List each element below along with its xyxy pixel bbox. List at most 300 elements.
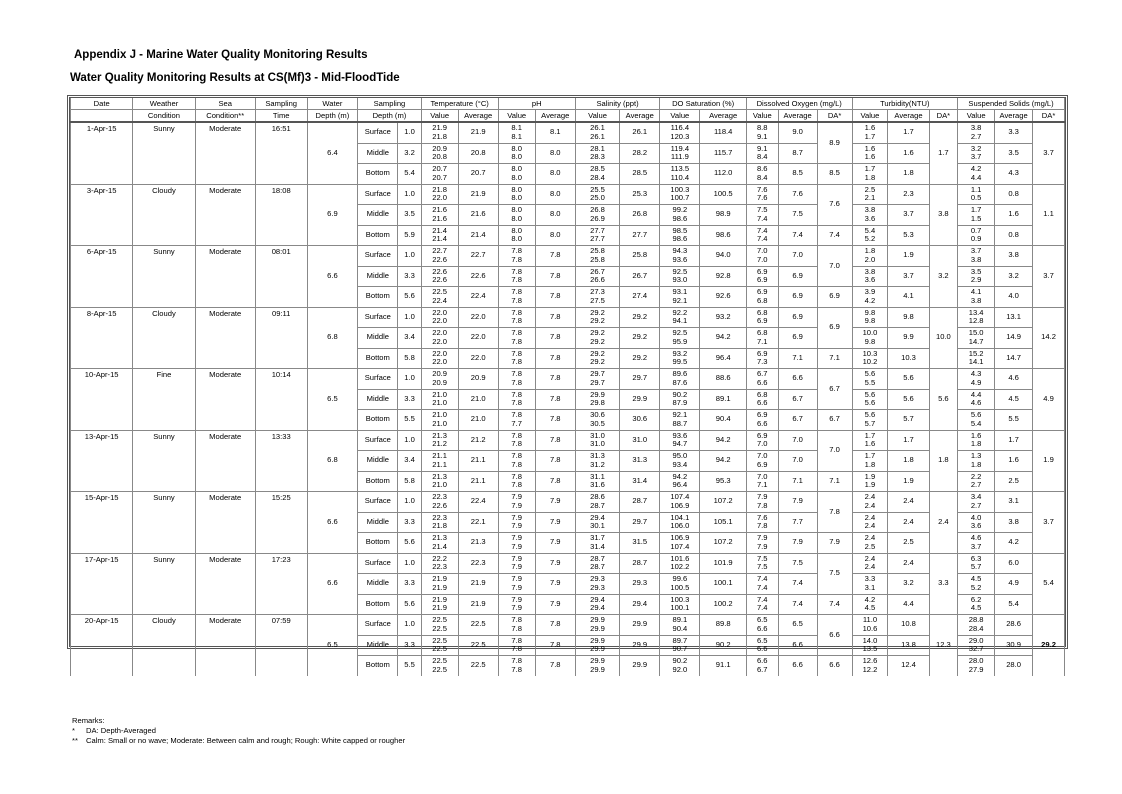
temperature-values (421, 184, 458, 205)
ss-values (958, 615, 995, 636)
temperature-values-reading: 21.9 (432, 123, 447, 133)
do-saturation-values (660, 574, 700, 595)
temperature-values-reading: 22.7 (432, 246, 447, 256)
temperature-values-reading: 21.0 (432, 410, 447, 420)
turbidity-values-reading: 5.4 (864, 225, 876, 235)
turbidity-values-reading: 2.5 (864, 184, 876, 194)
temperature-values-reading: 21.0 (432, 389, 447, 399)
do-saturation-average: 100.1 (700, 574, 746, 595)
salinity-values-reading: 25.0 (590, 193, 605, 203)
do-saturation-values (660, 307, 700, 328)
ss-depth-averaged: 14.2 (1033, 307, 1065, 369)
salinity-values-reading: 29.4 (590, 594, 605, 604)
level-depth-cell: 3.5 (398, 205, 421, 226)
temperature-values (421, 143, 458, 164)
do-values-reading: 9.1 (756, 131, 768, 141)
water-depth-cell: 6.8 (307, 307, 358, 369)
ss-values-reading: 4.1 (970, 287, 982, 297)
temperature-values-reading: 22.0 (432, 348, 447, 358)
do-saturation-values-reading: 95.0 (672, 451, 688, 461)
do-average: 6.9 (778, 266, 817, 287)
do-values (746, 287, 778, 308)
ph-values-reading: 7.8 (511, 439, 522, 449)
do-values (746, 143, 778, 164)
header-water-depth: Water (307, 98, 358, 110)
ph-values-reading: 7.8 (511, 644, 522, 654)
ss-values (958, 225, 995, 246)
salinity-values-reading: 26.6 (590, 275, 605, 285)
ph-average: 8.0 (535, 205, 575, 226)
turbidity-values-reading: 2.0 (864, 254, 876, 264)
do-saturation-values-reading: 92.1 (672, 295, 688, 305)
temperature-values-reading: 22.3 (432, 492, 447, 502)
temperature-values-reading: 21.9 (432, 603, 447, 613)
do-values (746, 266, 778, 287)
do-values-reading: 6.8 (756, 307, 768, 317)
ss-values-reading: 4.5 (970, 574, 982, 584)
do-saturation-average: 105.1 (700, 512, 746, 533)
temperature-values-reading: 21.0 (432, 418, 447, 428)
ph-values-reading: 7.8 (511, 664, 522, 674)
ph-values-reading: 8.0 (511, 205, 522, 215)
header-da: DA* (1033, 110, 1065, 123)
temperature-values-reading: 21.4 (432, 234, 447, 244)
do-average: 7.1 (778, 471, 817, 492)
do-saturation-average: 96.4 (700, 348, 746, 369)
salinity-average: 28.7 (620, 553, 660, 574)
level-name-cell: Bottom (358, 594, 398, 615)
salinity-values-reading: 25.8 (590, 254, 605, 264)
salinity-values (575, 615, 619, 636)
turbidity-depth-averaged: 1.8 (929, 430, 958, 492)
temperature-average: 21.9 (458, 574, 498, 595)
do-saturation-average: 92.8 (700, 266, 746, 287)
turbidity-average: 9.8 (888, 307, 929, 328)
ss-values (958, 369, 995, 390)
ss-average: 0.8 (995, 184, 1033, 205)
level-depth-cell: 1.0 (398, 492, 421, 513)
ss-values-reading: 4.5 (970, 603, 982, 613)
ph-values (498, 410, 535, 431)
salinity-values (575, 225, 619, 246)
ss-average: 28.6 (995, 615, 1033, 636)
level-depth-cell: 5.8 (398, 348, 421, 369)
do-saturation-values-reading: 111.9 (670, 152, 689, 162)
ss-values-reading: 3.8 (970, 254, 982, 264)
header-sea: Sea (195, 98, 255, 110)
header-value: Value (660, 110, 700, 123)
ss-values (958, 266, 995, 287)
ph-average: 8.0 (535, 225, 575, 246)
ss-values-reading: 29.0 (968, 635, 984, 645)
ph-values-reading: 7.9 (511, 553, 522, 563)
turbidity-values-reading: 5.6 (864, 398, 876, 408)
level-name-cell: Bottom (358, 471, 398, 492)
do-values-reading: 6.5 (756, 615, 768, 625)
turbidity-values-reading: 1.7 (864, 430, 876, 440)
salinity-values-reading: 29.8 (590, 398, 605, 408)
turbidity-values-reading: 5.7 (864, 418, 876, 428)
turbidity-values-reading: 10.0 (862, 328, 878, 338)
ss-average: 4.5 (995, 389, 1033, 410)
do-saturation-values (660, 430, 700, 451)
temperature-values (421, 594, 458, 615)
do-saturation-values-reading: 107.4 (670, 492, 690, 502)
time-cell: 09:11 (255, 307, 307, 369)
do-bottom-value: 7.9 (817, 533, 852, 554)
do-values-reading: 6.5 (756, 635, 768, 645)
ph-values (498, 205, 535, 226)
ph-values (498, 430, 535, 451)
do-saturation-values-reading: 102.2 (670, 562, 690, 572)
do-depth-averaged: 7.6 (817, 184, 852, 225)
salinity-values-reading: 28.1 (590, 143, 605, 153)
ph-values (498, 615, 535, 636)
level-name-cell: Middle (358, 266, 398, 287)
ss-values-reading: 15.2 (968, 348, 984, 358)
sea-cell: Moderate (195, 122, 255, 184)
turbidity-values-reading: 9.8 (864, 336, 876, 346)
do-saturation-average: 107.2 (700, 492, 746, 513)
temperature-values-reading: 22.6 (432, 266, 447, 276)
ph-values-reading: 7.9 (511, 492, 522, 502)
temperature-average: 22.4 (458, 287, 498, 308)
time-cell: 07:59 (255, 615, 307, 676)
do-values-reading: 6.9 (756, 410, 768, 420)
do-values-reading: 7.4 (756, 594, 768, 604)
turbidity-values-reading: 14.0 (862, 635, 878, 645)
ss-values-reading: 2.7 (970, 131, 982, 141)
ph-average: 7.9 (535, 533, 575, 554)
do-saturation-values-reading: 89.6 (672, 369, 688, 379)
ph-average: 7.8 (535, 451, 575, 472)
temperature-values (421, 205, 458, 226)
turbidity-values-reading: 1.7 (864, 164, 876, 174)
do-average: 6.7 (778, 389, 817, 410)
do-saturation-values-reading: 99.6 (672, 574, 688, 584)
header-dissolved-oxygen: Dissolved Oxygen (mg/L) (746, 98, 852, 110)
header-sea-sub: Condition** (195, 110, 255, 123)
ss-values (958, 389, 995, 410)
do-bottom-value: 7.1 (817, 348, 852, 369)
ss-average: 3.8 (995, 512, 1033, 533)
header-average: Average (995, 110, 1033, 123)
ph-average: 8.0 (535, 184, 575, 205)
results-table-frame (67, 95, 1068, 674)
do-saturation-values-reading: 93.4 (672, 459, 688, 469)
do-saturation-values (660, 656, 700, 676)
turbidity-values-reading: 2.5 (864, 541, 876, 551)
do-saturation-values-reading: 94.1 (672, 316, 688, 326)
do-values-reading: 7.0 (756, 471, 768, 481)
do-values-reading: 7.4 (756, 225, 768, 235)
date-cell: 13-Apr-15 (71, 430, 133, 492)
do-saturation-values-reading: 93.1 (672, 287, 688, 297)
do-saturation-values-reading: 110.4 (670, 172, 690, 182)
salinity-values-reading: 31.0 (590, 439, 605, 449)
do-average: 7.0 (778, 451, 817, 472)
do-bottom-value: 6.9 (817, 287, 852, 308)
do-values (746, 430, 778, 451)
salinity-average: 28.7 (620, 492, 660, 513)
salinity-average: 31.0 (620, 430, 660, 451)
temperature-values (421, 307, 458, 328)
do-values-reading: 7.4 (756, 582, 768, 592)
do-bottom-value: 8.5 (817, 164, 852, 185)
turbidity-average: 3.2 (888, 574, 929, 595)
salinity-values (575, 184, 619, 205)
ss-values-reading: 4.0 (970, 512, 982, 522)
salinity-values-reading: 27.7 (590, 234, 605, 244)
turbidity-values-reading: 2.4 (864, 553, 876, 563)
ph-values-reading: 7.9 (511, 594, 522, 604)
level-depth-cell: 3.4 (398, 328, 421, 349)
ss-values (958, 410, 995, 431)
temperature-values-reading: 21.9 (432, 582, 447, 592)
sea-cell: Moderate (195, 307, 255, 369)
ss-average: 1.6 (995, 451, 1033, 472)
salinity-average: 29.2 (620, 348, 660, 369)
turbidity-values (852, 451, 888, 472)
ss-average: 3.3 (995, 122, 1033, 143)
table-row (71, 307, 1065, 328)
level-depth-cell: 3.2 (398, 143, 421, 164)
do-values (746, 328, 778, 349)
level-depth-cell: 1.0 (398, 430, 421, 451)
ss-average: 14.7 (995, 348, 1033, 369)
temperature-average: 21.0 (458, 389, 498, 410)
do-average: 6.9 (778, 287, 817, 308)
temperature-values-reading: 22.5 (432, 644, 447, 654)
ss-average: 3.2 (995, 266, 1033, 287)
remark-mark: ** (72, 736, 78, 745)
ss-average: 4.2 (995, 533, 1033, 554)
ss-values-reading: 1.7 (970, 205, 982, 215)
salinity-values-reading: 29.9 (590, 635, 605, 645)
ph-values-reading: 7.9 (511, 512, 522, 522)
do-average: 7.0 (778, 430, 817, 451)
turbidity-values (852, 656, 888, 676)
ph-average: 7.8 (535, 307, 575, 328)
ph-values (498, 656, 535, 676)
do-average: 7.4 (778, 225, 817, 246)
do-average: 6.6 (778, 656, 817, 676)
level-depth-cell: 3.4 (398, 451, 421, 472)
salinity-values-reading: 30.5 (590, 418, 605, 428)
do-saturation-average: 94.2 (700, 451, 746, 472)
temperature-values-reading: 21.2 (432, 439, 447, 449)
temperature-values-reading: 22.5 (432, 656, 447, 666)
ph-values (498, 369, 535, 390)
sea-cell: Moderate (195, 369, 255, 431)
ph-values-reading: 7.8 (511, 459, 522, 469)
do-average: 6.6 (778, 369, 817, 390)
ss-depth-averaged: 4.9 (1033, 369, 1065, 431)
salinity-values-reading: 31.7 (590, 533, 605, 543)
turbidity-values (852, 471, 888, 492)
do-saturation-average: 89.1 (700, 389, 746, 410)
temperature-average: 22.0 (458, 348, 498, 369)
level-depth-cell: 5.5 (398, 410, 421, 431)
turbidity-values-reading: 5.6 (864, 389, 876, 399)
do-values-reading: 7.1 (756, 480, 768, 490)
remarks (72, 716, 405, 746)
do-saturation-values-reading: 119.4 (670, 143, 690, 153)
turbidity-values (852, 307, 888, 328)
sea-cell: Moderate (195, 184, 255, 246)
do-depth-averaged: 7.5 (817, 553, 852, 594)
table-row (71, 492, 1065, 513)
salinity-values (575, 594, 619, 615)
do-values-reading: 7.8 (756, 521, 768, 531)
do-values-reading: 7.9 (756, 541, 768, 551)
temperature-average: 22.0 (458, 328, 498, 349)
do-saturation-values (660, 471, 700, 492)
turbidity-values-reading: 2.4 (864, 492, 876, 502)
temperature-values-reading: 22.3 (432, 512, 447, 522)
ph-average: 7.8 (535, 266, 575, 287)
ss-average: 1.6 (995, 205, 1033, 226)
ph-values (498, 533, 535, 554)
ss-values-reading: 1.3 (970, 451, 982, 461)
ss-values-reading: 3.7 (970, 541, 982, 551)
ph-values-reading: 7.8 (511, 266, 522, 276)
do-saturation-values (660, 451, 700, 472)
ss-values-reading: 15.0 (968, 328, 984, 338)
turbidity-values-reading: 5.6 (864, 369, 876, 379)
ss-values (958, 184, 995, 205)
table-row (71, 615, 1065, 636)
do-saturation-values (660, 635, 700, 656)
ph-values (498, 266, 535, 287)
temperature-values (421, 287, 458, 308)
temperature-values (421, 533, 458, 554)
level-name-cell: Surface (358, 492, 398, 513)
turbidity-values (852, 533, 888, 554)
ss-average: 5.4 (995, 594, 1033, 615)
turbidity-average: 1.9 (888, 471, 929, 492)
do-values-reading: 6.9 (756, 459, 768, 469)
level-name-cell: Middle (358, 328, 398, 349)
ph-values-reading: 7.8 (511, 328, 522, 338)
do-saturation-values (660, 410, 700, 431)
sea-cell: Moderate (195, 615, 255, 676)
do-saturation-average: 118.4 (700, 122, 746, 143)
ph-values-reading: 7.8 (511, 336, 522, 346)
temperature-values (421, 225, 458, 246)
level-name-cell: Surface (358, 307, 398, 328)
salinity-values-reading: 25.5 (590, 184, 605, 194)
salinity-values-reading: 31.3 (590, 451, 605, 461)
do-saturation-average: 95.3 (700, 471, 746, 492)
level-name-cell: Surface (358, 246, 398, 267)
ph-average: 8.0 (535, 143, 575, 164)
salinity-values-reading: 29.2 (590, 316, 605, 326)
date-cell: 20-Apr-15 (71, 615, 133, 676)
time-cell: 10:14 (255, 369, 307, 431)
turbidity-values-reading: 2.4 (864, 500, 876, 510)
ss-values-reading: 1.6 (970, 430, 982, 440)
time-cell: 17:23 (255, 553, 307, 615)
turbidity-average: 1.7 (888, 430, 929, 451)
ss-values-reading: 4.3 (970, 369, 982, 379)
weather-cell: Sunny (133, 430, 195, 492)
ss-values (958, 164, 995, 185)
ph-values-reading: 7.8 (511, 410, 522, 420)
salinity-values (575, 328, 619, 349)
turbidity-average: 1.8 (888, 164, 929, 185)
water-depth-cell: 6.6 (307, 553, 358, 615)
temperature-average: 22.6 (458, 266, 498, 287)
ph-values-reading: 8.0 (511, 143, 522, 153)
do-values-reading: 6.9 (756, 430, 768, 440)
ph-values-reading: 8.0 (511, 234, 522, 244)
ph-values (498, 328, 535, 349)
ph-values (498, 635, 535, 656)
temperature-values (421, 492, 458, 513)
level-name-cell: Bottom (358, 533, 398, 554)
ph-values-reading: 8.0 (511, 193, 522, 203)
ss-values-reading: 4.6 (970, 398, 982, 408)
do-saturation-values-reading: 120.3 (670, 131, 690, 141)
do-saturation-values (660, 266, 700, 287)
date-cell: 3-Apr-15 (71, 184, 133, 246)
salinity-values-reading: 31.0 (590, 430, 605, 440)
temperature-values-reading: 21.8 (432, 131, 447, 141)
header-sampling-time: Sampling (255, 98, 307, 110)
ph-values (498, 594, 535, 615)
do-values-reading: 7.6 (756, 184, 768, 194)
turbidity-values (852, 164, 888, 185)
do-average: 6.7 (778, 410, 817, 431)
level-depth-cell: 5.5 (398, 656, 421, 676)
ph-values-reading: 7.8 (511, 254, 522, 264)
ss-values (958, 307, 995, 328)
turbidity-values-reading: 5.2 (864, 234, 876, 244)
do-saturation-values-reading: 88.7 (672, 418, 688, 428)
salinity-values (575, 635, 619, 656)
table-row (71, 553, 1065, 574)
do-saturation-values-reading: 92.1 (672, 410, 688, 420)
turbidity-values-reading: 11.0 (862, 615, 878, 625)
do-saturation-values (660, 143, 700, 164)
turbidity-values-reading: 1.6 (864, 143, 876, 153)
ss-values (958, 287, 995, 308)
ph-average: 7.8 (535, 348, 575, 369)
ss-values (958, 348, 995, 369)
salinity-values-reading: 30.6 (590, 410, 605, 420)
turbidity-values (852, 287, 888, 308)
do-saturation-values (660, 553, 700, 574)
do-average: 7.9 (778, 533, 817, 554)
ss-values (958, 246, 995, 267)
do-saturation-values (660, 348, 700, 369)
turbidity-values-reading: 3.9 (864, 287, 876, 297)
do-depth-averaged: 6.7 (817, 369, 852, 410)
ph-values-reading: 7.8 (511, 316, 522, 326)
salinity-values-reading: 29.9 (590, 389, 605, 399)
salinity-values-reading: 29.9 (590, 623, 605, 633)
header-date: Date (71, 98, 133, 110)
do-bottom-value: 7.4 (817, 594, 852, 615)
level-name-cell: Middle (358, 512, 398, 533)
temperature-values-reading: 21.3 (432, 471, 447, 481)
salinity-values-reading: 29.3 (590, 582, 605, 592)
turbidity-average: 2.4 (888, 512, 929, 533)
turbidity-values (852, 553, 888, 574)
turbidity-values (852, 143, 888, 164)
level-name-cell: Surface (358, 430, 398, 451)
